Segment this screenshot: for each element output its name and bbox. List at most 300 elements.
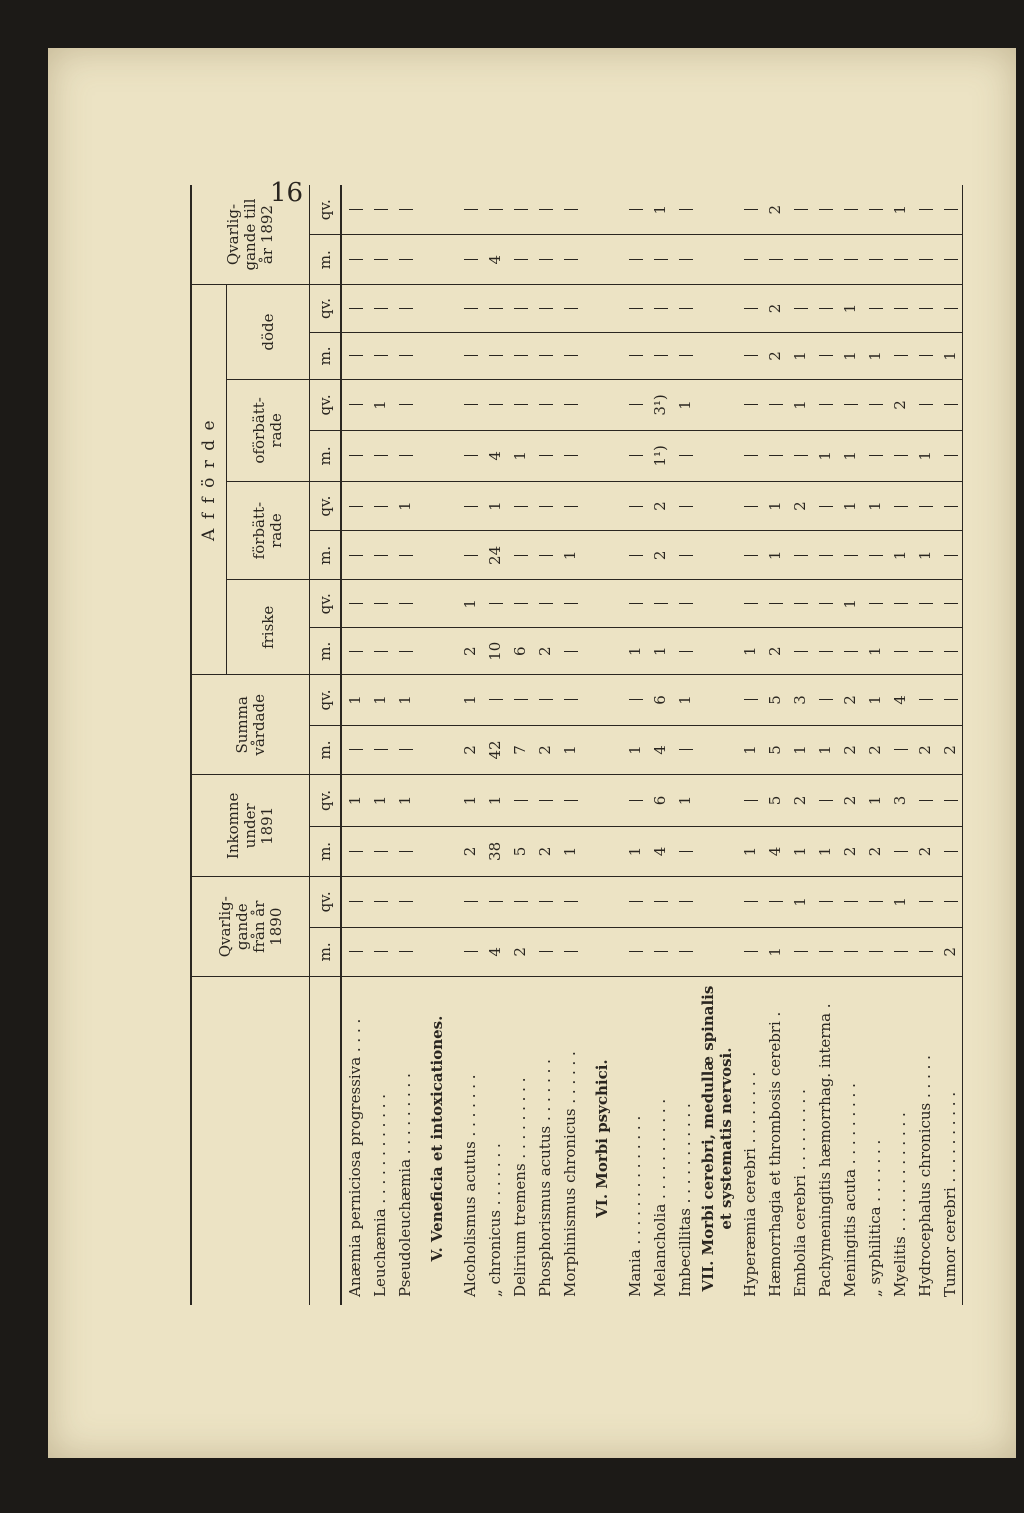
value-cell [912,628,937,675]
dash-mark [844,951,858,952]
value-cell [507,235,532,285]
value-cell [457,430,482,481]
dash-mark [894,455,908,456]
value-cell [482,580,507,628]
dash-mark [894,308,908,309]
dash-mark [514,603,528,604]
dash-mark [744,455,758,456]
dash-mark [514,209,528,210]
value-cell [532,430,557,481]
empty-cell [417,379,457,430]
value-cell [672,531,697,580]
dash-mark [564,455,578,456]
value-cell: 1 [622,628,647,675]
dash-mark [654,308,668,309]
section-heading [697,185,737,1305]
dash-mark [514,355,528,356]
value-cell [557,775,582,826]
value-cell [367,285,392,333]
value-cell [622,379,647,430]
dash-mark [374,506,388,507]
value-cell: 2 [762,332,787,379]
bottom-rule [963,185,964,1305]
value-cell [367,826,392,877]
value-cell: 1 [837,285,862,333]
dash-mark [399,455,413,456]
empty-cell [417,775,457,826]
dash-mark [744,555,758,556]
dash-mark [894,750,908,751]
value-cell: 2 [457,826,482,877]
row-label: „ syphilitica . . . . . . . [865,1139,884,1297]
empty-cell [582,628,622,675]
dash-mark [744,209,758,210]
value-cell [622,877,647,927]
dash-mark [944,404,958,405]
value-cell: 1 [672,675,697,725]
value-cell: 5 [762,675,787,725]
dash-mark [679,259,693,260]
empty-cell [582,430,622,481]
dash-mark [679,555,693,556]
value-cell [457,927,482,977]
dash-mark [629,506,643,507]
value-cell: 1 [672,775,697,826]
row-label: Imbecillitas . . . . . . . . . . . [675,1103,694,1297]
value-cell [622,285,647,333]
value-cell [937,580,963,628]
value-cell: 1 [737,628,762,675]
value-cell [862,285,887,333]
dash-mark [844,209,858,210]
value-cell: 2 [532,826,557,877]
value-cell [737,775,762,826]
value-cell [812,580,837,628]
value-cell: 42 [482,725,507,775]
subheader-m: m. [310,927,342,977]
dash-mark [869,603,883,604]
dash-mark [819,355,833,356]
value-cell [812,927,837,977]
value-cell [937,285,963,333]
dash-mark [894,355,908,356]
value-cell: 6 [507,628,532,675]
empty-cell [582,826,622,877]
table-row [812,185,837,1305]
value-cell [622,481,647,531]
empty-cell [417,877,457,927]
dash-mark [744,951,758,952]
dash-mark [629,555,643,556]
value-cell [341,379,367,430]
dash-mark [919,404,933,405]
empty-cell [697,927,737,977]
value-cell [912,332,937,379]
dash-mark [564,404,578,405]
dash-mark [844,404,858,405]
empty-cell [582,235,622,285]
empty-cell [417,332,457,379]
value-cell [532,775,557,826]
value-cell [622,531,647,580]
dash-mark [894,851,908,852]
dash-mark [564,308,578,309]
value-cell [507,285,532,333]
dash-mark [399,750,413,751]
value-cell [392,379,417,430]
table-row [507,185,532,1305]
value-cell [812,877,837,927]
value-cell [367,531,392,580]
empty-cell [417,285,457,333]
table-row [622,185,647,1305]
dash-mark [564,800,578,801]
dash-mark [819,259,833,260]
empty-cell [417,481,457,531]
value-cell: 1 [787,877,812,927]
value-cell [787,628,812,675]
value-cell [392,531,417,580]
value-cell [887,332,912,379]
dash-mark [744,800,758,801]
value-cell: 1 [367,379,392,430]
empty-cell [417,531,457,580]
value-cell: 1 [812,826,837,877]
empty-cell [582,927,622,977]
value-cell [507,481,532,531]
dash-mark [399,308,413,309]
value-cell: 1 [341,775,367,826]
dash-mark [349,506,363,507]
value-cell: 1 [837,430,862,481]
value-cell [937,826,963,877]
dash-mark [564,901,578,902]
dash-mark [374,901,388,902]
value-cell [532,580,557,628]
value-cell [887,628,912,675]
empty-cell [417,628,457,675]
dash-mark [944,209,958,210]
value-cell: 1 [862,481,887,531]
value-cell: 1 [622,725,647,775]
value-cell: 2 [837,675,862,725]
dash-mark [679,750,693,751]
value-cell [787,285,812,333]
header-friske: friske [227,580,310,675]
value-cell [862,235,887,285]
row-label: Phosphorismus acutus . . . . . . . [535,1059,554,1297]
dash-mark [399,851,413,852]
dash-mark [894,951,908,952]
dash-mark [514,404,528,405]
empty-cell [697,379,737,430]
value-cell [622,185,647,235]
dash-mark [679,851,693,852]
header-qvarligg-1892: Qvarlig- gande till år 1892 [191,185,310,285]
subheader-qv: qv. [310,379,342,430]
value-cell: 4 [647,826,672,877]
value-cell: 24 [482,531,507,580]
value-cell [862,531,887,580]
value-cell: 10 [482,628,507,675]
value-cell [937,235,963,285]
value-cell [762,235,787,285]
row-label: Melancholia . . . . . . . . . . . [650,1098,669,1297]
subheader-m: m. [310,235,342,285]
dash-mark [489,209,503,210]
value-cell [457,877,482,927]
header-oforbattrade: oförbätt- rade [227,379,310,481]
value-cell [737,185,762,235]
dash-mark [819,951,833,952]
value-cell: 1 [622,826,647,877]
value-cell [912,185,937,235]
dash-mark [894,651,908,652]
value-cell [341,628,367,675]
value-cell [862,877,887,927]
dash-mark [349,603,363,604]
dash-mark [514,800,528,801]
value-cell [812,285,837,333]
dash-mark [944,259,958,260]
value-cell: 1 [837,481,862,531]
dash-mark [944,699,958,700]
subheader-qv: qv. [310,285,342,333]
dash-mark [844,901,858,902]
dash-mark [794,455,808,456]
subheader-qv: qv. [310,185,342,235]
value-cell: 1 [737,826,762,877]
value-cell [532,185,557,235]
empty-cell [697,775,737,826]
dash-mark [944,308,958,309]
value-cell: 2 [762,185,787,235]
value-cell: 1 [557,531,582,580]
value-cell: 4 [482,430,507,481]
value-cell [557,628,582,675]
value-cell: 2 [887,379,912,430]
dash-mark [629,355,643,356]
empty-cell [697,430,737,481]
value-cell: 1¹) [647,430,672,481]
value-cell: 1 [837,332,862,379]
dash-mark [919,355,933,356]
value-cell: 4 [762,826,787,877]
dash-mark [869,555,883,556]
value-cell [672,877,697,927]
table-row [672,185,697,1305]
value-cell [672,332,697,379]
value-cell: 2 [787,775,812,826]
label-subheader [310,977,342,1305]
dash-mark [869,901,883,902]
value-cell [392,725,417,775]
value-cell [837,877,862,927]
value-cell [341,877,367,927]
dash-mark [539,308,553,309]
dash-mark [919,209,933,210]
value-cell [507,675,532,725]
value-cell [912,675,937,725]
dash-mark [349,901,363,902]
dash-mark [869,404,883,405]
table-row [937,185,963,1305]
dash-mark [349,851,363,852]
dash-mark [819,699,833,700]
value-cell [937,185,963,235]
value-cell: 1 [887,531,912,580]
value-cell: 1 [812,430,837,481]
value-cell [887,826,912,877]
value-cell: 2 [457,725,482,775]
value-cell: 1 [457,675,482,725]
dash-mark [869,259,883,260]
row-label: Mania . . . . . . . . . . . . . . [625,1115,644,1297]
value-cell [392,185,417,235]
value-cell: 1 [912,430,937,481]
value-cell [887,481,912,531]
subheader-qv: qv. [310,481,342,531]
value-cell: 1 [887,185,912,235]
table-body [341,185,963,1305]
value-cell: 2 [837,725,862,775]
value-cell [787,185,812,235]
dash-mark [514,308,528,309]
value-cell: 2 [762,628,787,675]
dash-mark [944,800,958,801]
dash-mark [514,555,528,556]
dash-mark [399,355,413,356]
dash-mark [564,651,578,652]
dash-mark [744,901,758,902]
dash-mark [564,699,578,700]
empty-cell [417,185,457,235]
dash-mark [654,951,668,952]
dash-mark [629,603,643,604]
dash-mark [679,455,693,456]
value-cell: 2 [762,285,787,333]
table-row [557,185,582,1305]
dash-mark [679,209,693,210]
value-cell [341,481,367,531]
value-cell [557,185,582,235]
dash-mark [399,259,413,260]
value-cell [812,775,837,826]
value-cell [367,481,392,531]
row-label: Myelitis . . . . . . . . . . . . . [890,1112,909,1297]
value-cell: 2 [647,481,672,531]
value-cell [787,430,812,481]
dash-mark [539,800,553,801]
row-label: Morphinismus chronicus . . . . . . [560,1051,579,1297]
dash-mark [374,851,388,852]
table-row [762,185,787,1305]
value-cell [672,285,697,333]
value-cell: 1 [837,580,862,628]
value-cell [737,580,762,628]
value-cell [812,531,837,580]
value-cell [837,185,862,235]
value-cell: 1 [647,628,672,675]
value-cell [457,481,482,531]
table-row [787,185,812,1305]
value-cell [507,332,532,379]
dash-mark [944,506,958,507]
value-cell [912,285,937,333]
dash-mark [794,308,808,309]
dash-mark [514,901,528,902]
dash-mark [794,651,808,652]
dash-mark [399,404,413,405]
subheader-qv: qv. [310,775,342,826]
dash-mark [744,308,758,309]
dash-mark [844,555,858,556]
value-cell: 2 [787,481,812,531]
dash-mark [374,555,388,556]
value-cell [557,675,582,725]
value-cell [557,379,582,430]
value-cell [912,235,937,285]
dash-mark [944,603,958,604]
dash-mark [819,603,833,604]
value-cell [812,185,837,235]
dash-mark [679,901,693,902]
dash-mark [629,951,643,952]
dash-mark [399,555,413,556]
section-title: VII. Morbi cerebri, medullæ spinalis et systematis nervosi. [699,985,735,1292]
value-cell: 2 [507,927,532,977]
dash-mark [539,699,553,700]
value-cell [532,285,557,333]
value-cell [457,332,482,379]
dash-mark [679,355,693,356]
row-label: Hyperæmia cerebri . . . . . . . . [740,1071,759,1297]
value-cell: 1 [507,430,532,481]
value-cell [557,877,582,927]
value-cell [557,430,582,481]
value-cell [862,430,887,481]
dash-mark [819,800,833,801]
value-cell [341,725,367,775]
value-cell: 2 [912,725,937,775]
value-cell: 7 [507,725,532,775]
value-cell: 1 [862,628,887,675]
value-cell [912,877,937,927]
dash-mark [399,901,413,902]
value-cell [341,531,367,580]
value-cell: 5 [762,725,787,775]
dash-mark [374,259,388,260]
value-cell: 3 [787,675,812,725]
value-cell [532,927,557,977]
value-cell: 1 [937,332,963,379]
dash-mark [794,555,808,556]
value-cell [887,285,912,333]
dash-mark [464,901,478,902]
table-row [341,185,367,1305]
dash-mark [514,259,528,260]
row-label: Anæmia perniciosa progressiva . . . . [345,1018,364,1297]
value-cell: 1 [557,725,582,775]
header-forbattrade: förbätt- rade [227,481,310,580]
dash-mark [654,603,668,604]
value-cell: 1 [392,481,417,531]
value-cell [837,235,862,285]
value-cell [762,877,787,927]
value-cell [622,775,647,826]
value-cell [392,628,417,675]
dash-mark [374,209,388,210]
